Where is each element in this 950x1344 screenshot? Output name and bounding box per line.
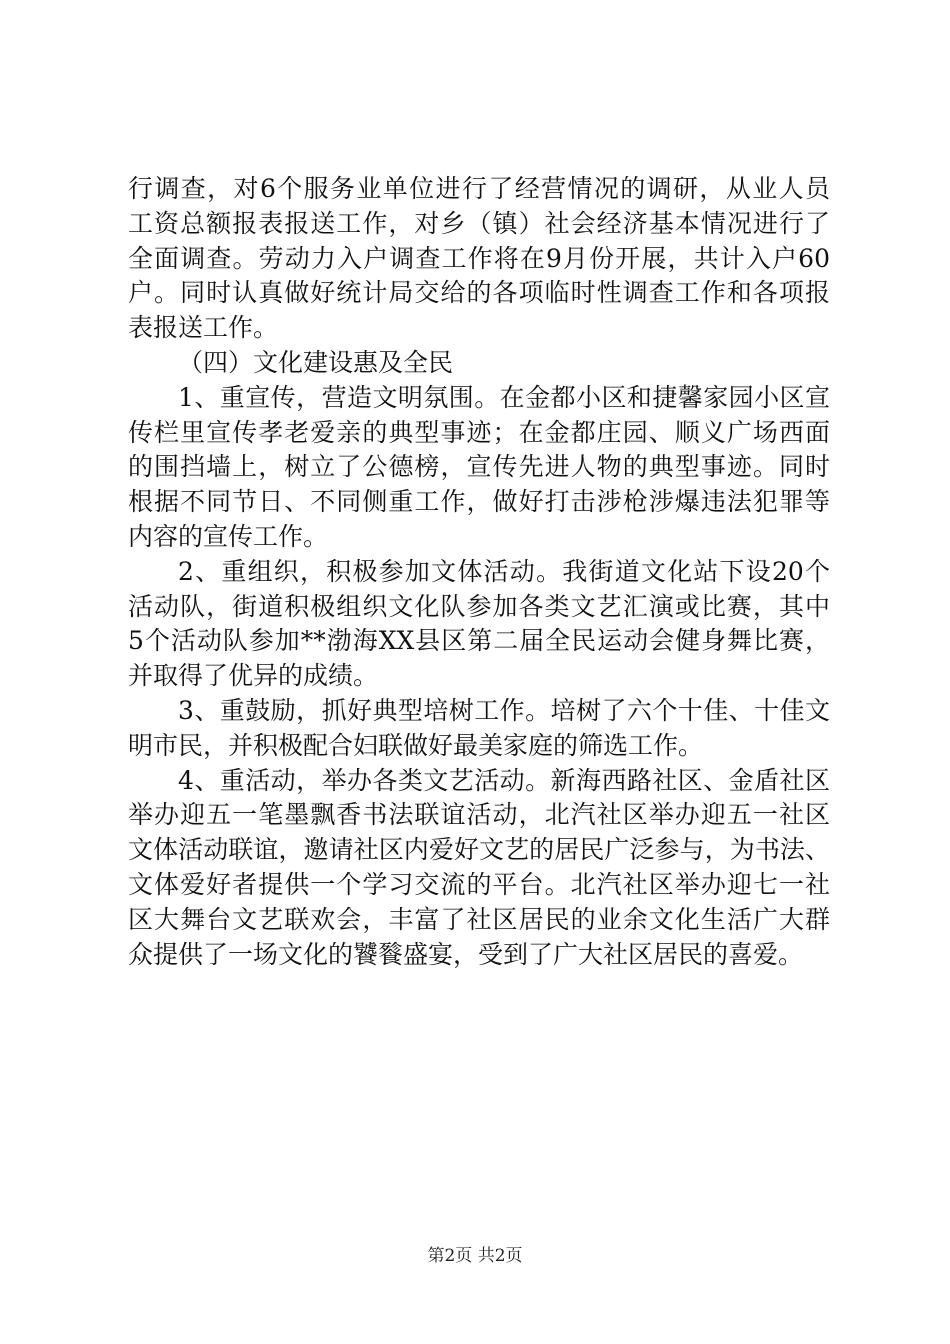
text-line: 行调查，对6个服务业单位进行了经营情况的调研，从业人员 bbox=[128, 174, 830, 203]
text-line: 3、重鼓励，抓好典型培树工作。培树了六个十佳、十佳文 bbox=[178, 695, 830, 725]
text-line: 活动队，街道积极组织文化队参加各类文艺汇演或比赛，其中 bbox=[128, 591, 830, 621]
text-line: 众提供了一场文化的饕餮盛宴，受到了广大社区居民的喜爱。 bbox=[128, 939, 804, 969]
text-line: 2、重组织，积极参加文体活动。我街道文化站下设20个 bbox=[178, 556, 830, 586]
text-line: 表报送工作。 bbox=[128, 313, 279, 343]
page-footer: 第2页 共2页 bbox=[427, 1246, 523, 1266]
section-heading: （四）文化建设惠及全民 bbox=[178, 347, 454, 377]
text-line: 文体爱好者提供一个学习交流的平台。北汽社区举办迎七一社 bbox=[128, 869, 830, 899]
text-line: 内容的宣传工作。 bbox=[128, 521, 329, 551]
text-line: 传栏里宣传孝老爱亲的典型事迹；在金都庄园、顺义广场西面 bbox=[128, 417, 830, 447]
text-line: 并取得了优异的成绩。 bbox=[128, 661, 379, 691]
text-line: 全面调查。劳动力入户调查工作将在9月份开展，共计入户60 bbox=[128, 243, 830, 273]
text-line: 户。同时认真做好统计局交给的各项临时性调查工作和各项报 bbox=[128, 278, 830, 308]
text-line: 的围挡墙上，树立了公德榜，宣传先进人物的典型事迹。同时 bbox=[128, 452, 830, 482]
text-line: 明市民，并积极配合妇联做好最美家庭的筛选工作。 bbox=[128, 730, 704, 760]
document-body bbox=[128, 172, 830, 972]
text-line: 文体活动联谊，邀请社区内爱好文艺的居民广泛参与，为书法、 bbox=[128, 835, 830, 865]
text-line: 根据不同节日、不同侧重工作，做好打击涉枪涉爆违法犯罪等 bbox=[128, 487, 830, 517]
text-line: 1、重宣传，营造文明氛围。在金都小区和捷馨家园小区宣 bbox=[178, 382, 830, 412]
text-line: 区大舞台文艺联欢会，丰富了社区居民的业余文化生活广大群 bbox=[128, 904, 830, 934]
text-line: 工资总额报表报送工作，对乡（镇）社会经济基本情况进行了 bbox=[128, 208, 830, 238]
text-line: 5个活动队参加**渤海XX县区第二届全民运动会健身舞比赛， bbox=[128, 626, 830, 656]
text-line: 举办迎五一笔墨飘香书法联谊活动，北汽社区举办迎五一社区 bbox=[128, 800, 830, 830]
text-line: 4、重活动，举办各类文艺活动。新海西路社区、金盾社区 bbox=[178, 765, 830, 795]
